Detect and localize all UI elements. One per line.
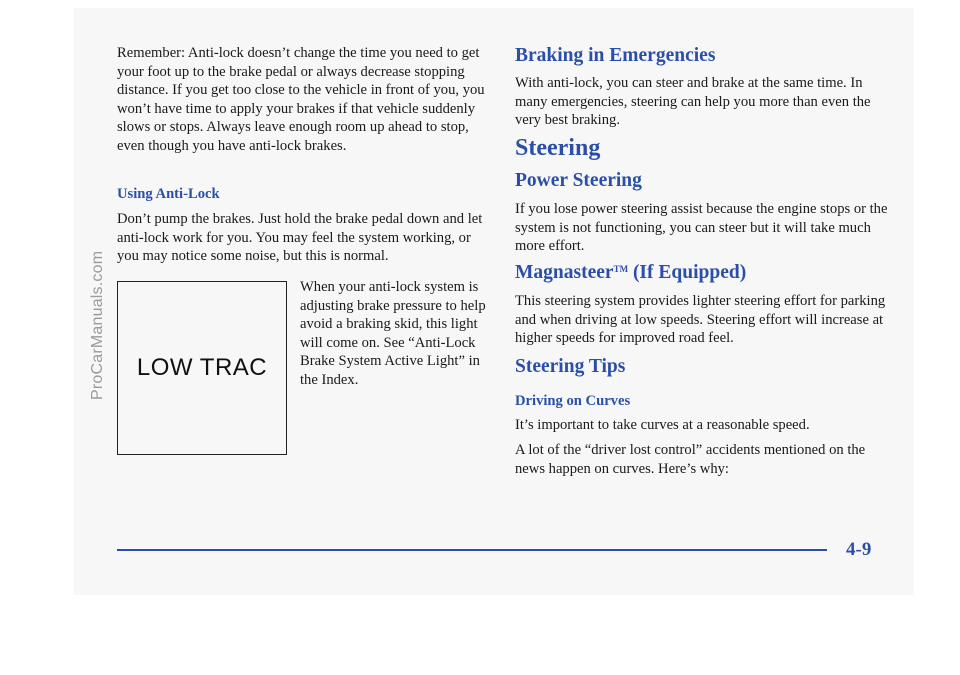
trademark-mark: TM	[613, 264, 629, 274]
low-trac-label: LOW TRAC	[136, 354, 268, 381]
watermark: ProCarManuals.com	[89, 250, 106, 400]
footer-rule	[117, 549, 827, 551]
driving-curves-heading: Driving on Curves	[515, 393, 631, 409]
curves-paragraph-1: It’s important to take curves at a reasonable speed.	[515, 417, 810, 433]
page-number: 4-9	[846, 539, 872, 560]
left-column	[117, 44, 492, 156]
curves-paragraph-2: A lot of the “driver lost control” accidents mentioned on the news happen on curves. Here’s why:	[515, 442, 866, 477]
magnasteer-suffix: (If Equipped)	[632, 262, 747, 283]
magnasteer-heading	[515, 262, 746, 284]
braking-emergencies-heading: Braking in Emergencies	[515, 45, 716, 66]
intro-paragraph: Remember: Anti-lock doesn’t change the time you need to get your foot up to the brake pedal or always decrease stopping distance. If you get too close to the vehicle in front of you, you won’t have time to apply your brakes if that vehicle suddenly slows or stops. Always leave enough room up ahead to stop, even though you have anti-lock brakes.	[117, 45, 485, 154]
steering-tips-heading: Steering Tips	[515, 356, 626, 377]
steering-heading: Steering	[515, 135, 601, 161]
power-steering-paragraph: If you lose power steering assist because the engine stops or the system is not functioning, you can steer but it will take much more effort.	[515, 201, 888, 255]
using-anti-lock-paragraph: Don’t pump the brakes. Just hold the brake pedal down and let anti-lock work for you. You may feel the system working, or you may notice some noise, but this is normal.	[117, 211, 483, 265]
magnasteer-title: Magnasteer	[515, 262, 614, 283]
indicator-paragraph: When your anti-lock system is adjusting brake pressure to help avoid a braking skid, this light will come on. See “Anti-Lock Brake System Active Light” in the Index.	[300, 279, 486, 388]
braking-emergencies-paragraph: With anti-lock, you can steer and brake at the same time. In many emergencies, steering can help you more than even the very best braking.	[515, 75, 871, 129]
indicator-description	[300, 278, 500, 390]
low-trac-indicator-image	[117, 281, 287, 455]
magnasteer-paragraph: This steering system provides lighter steering effort for parking and when driving at low speeds. Steering effort will increase at higher speeds for improved road feel.	[515, 293, 886, 347]
power-steering-heading: Power Steering	[515, 170, 642, 191]
using-anti-lock-heading: Using Anti-Lock	[117, 186, 220, 202]
